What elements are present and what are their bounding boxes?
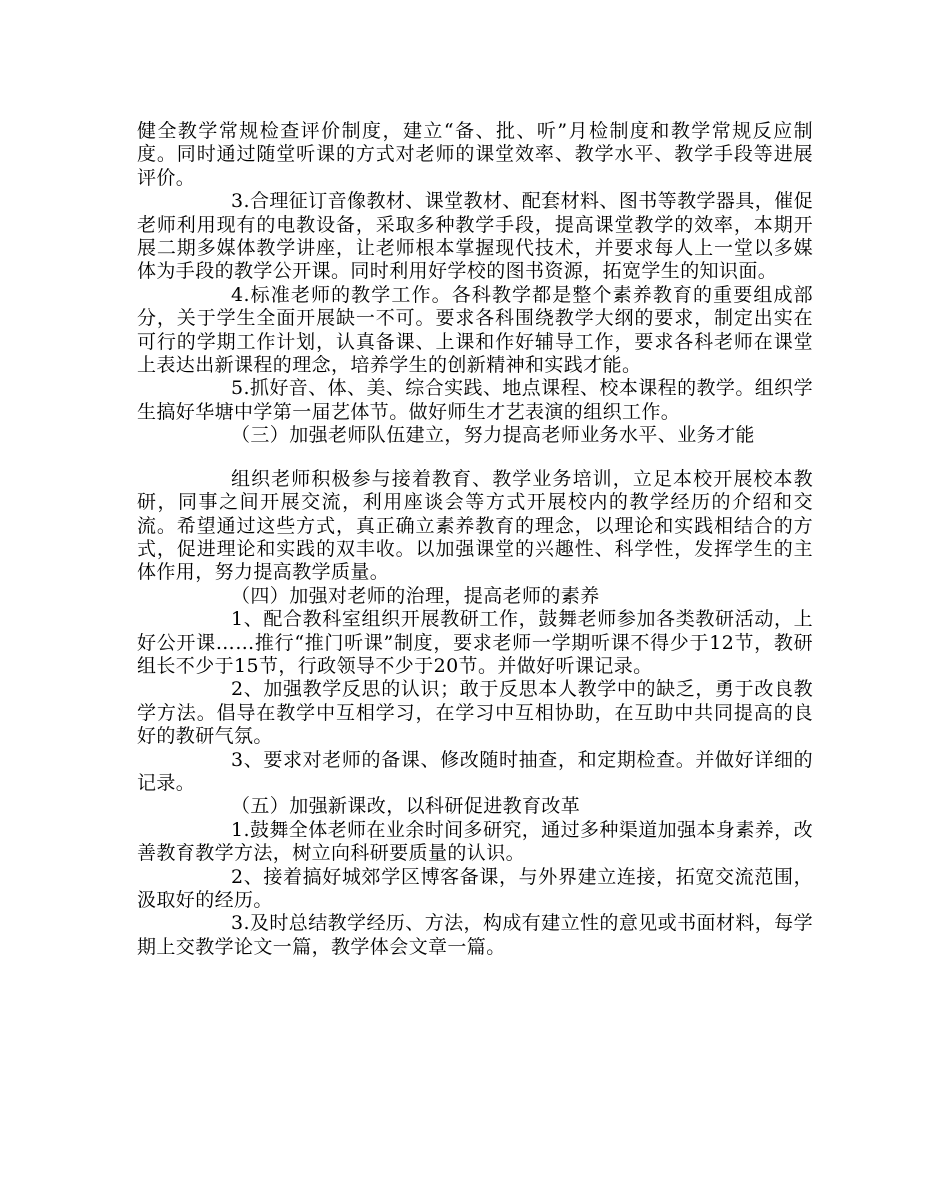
section-heading-4: （四）加强对老师的治理，提高老师的素养 [231,584,600,607]
paragraph-9: 1.鼓舞全体老师在业余时间多研究，通过多种渠道加强本身素养，改善教育教学方法，树立向科研要质量的认识。 [137,818,813,865]
paragraph-5: 组织老师积极参与接着教育、教学业务培训，立足本校开展校本教研，同事之间开展交流，利用座谈会等方式开展校内的教学经历的介绍和交流。希望通过这些方式，真正确立素养教育的理念，以理论和实践相结合的方式，促进理论和实践的双丰收。以加强课堂的兴趣性、科学性，发挥学生的主体作用，努力提高教学质量。 [137,467,813,584]
paragraph-2: 3.合理征订音像教材、课堂教材、配套材料、图书等教学器具，催促老师利用现有的电教设备，采取多种教学手段，提高课堂教学的效率，本期开展二期多媒体教学讲座，让老师根本掌握现代技术，并要求每人上一堂以多媒体为手段的教学公开课。同时利用好学校的图书资源，拓宽学生的知识面。 [137,190,813,283]
document-page [137,120,813,959]
paragraph-3: 4.标准老师的教学工作。各科教学都是整个素养教育的重要组成部分，关于学生全面开展缺一不可。要求各科围绕教学大纲的要求，制定出实在可行的学期工作计划，认真备课、上课和作好辅导工作，要求各科老师在课堂上表达出新课程的理念，培养学生的创新精神和实践才能。 [137,283,813,377]
paragraph-7: 2、加强教学反思的认识；敢于反思本人教学中的缺乏，勇于改良教学方法。倡导在教学中互相学习，在学习中互相协助，在互助中共同提高的良好的教研气氛。 [137,678,813,748]
paragraph-6: 1、配合教科室组织开展教研工作，鼓舞老师参加各类教研活动，上好公开课……推行“推门听课”制度，要求老师一学期听课不得少于12节，教研组长不少于15节，行政领导不少于20节。并做好听课记录。 [137,608,813,677]
paragraph-1: 健全教学常规检查评价制度，建立“备、批、听”月检制度和教学常规反应制度。同时通过随堂听课的方式对老师的课堂效率、教学水平、教学手段等进展评价。 [137,120,813,189]
paragraph-4: 5.抓好音、体、美、综合实践、地点课程、校本课程的教学。组织学生搞好华塘中学第一届艺体节。做好师生才艺表演的组织工作。 [137,377,813,423]
section-heading-3: （三）加强老师队伍建立，努力提高老师业务水平、业务才能 [231,424,755,447]
paragraph-8: 3、要求对老师的备课、修改随时抽查，和定期检查。并做好详细的记录。 [137,748,813,794]
paragraph-10: 2、接着搞好城郊学区博客备课，与外界建立连接，拓宽交流范围，汲取好的经历。 [137,865,813,911]
section-heading-5: （五）加强新课改，以科研促进教育改革 [231,795,581,818]
paragraph-11: 3.及时总结教学经历、方法，构成有建立性的意见或书面材料，每学期上交教学论文一篇，教学体会文章一篇。 [137,912,813,958]
